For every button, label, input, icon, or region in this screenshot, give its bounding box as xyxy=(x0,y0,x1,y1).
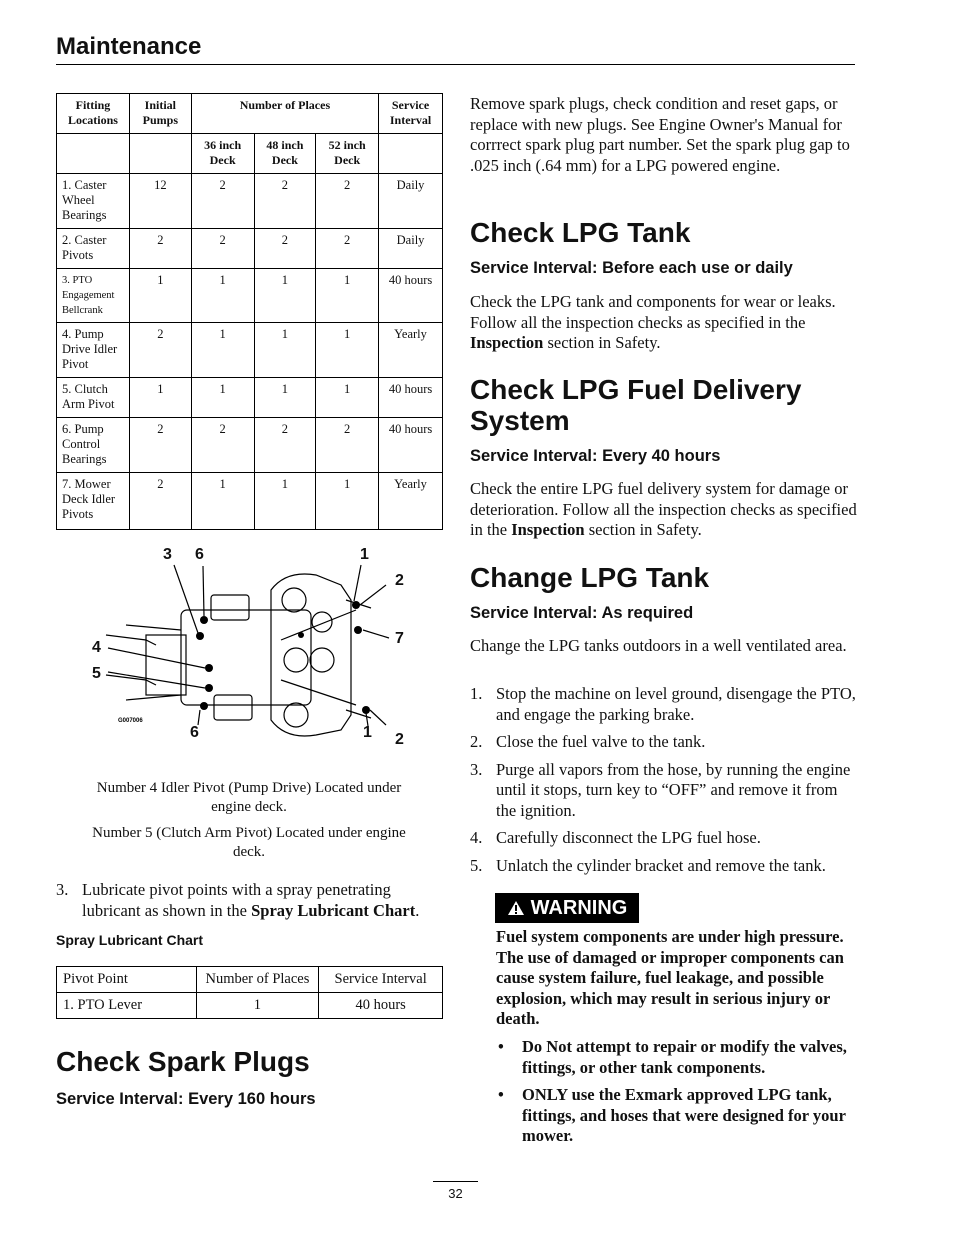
change-tank-service-interval: Service Interval: As required xyxy=(470,604,694,622)
list-item: 4. Carefully disconnect the LPG fuel hose. xyxy=(470,828,761,847)
list-item: 3. Purge all vapors from the hose, by running the engine until it stops, turn key to “OFF” and remove it from the ignition. xyxy=(470,759,851,820)
table-row: 5. Clutch Arm Pivot 1 1 1 1 40 hours xyxy=(57,378,443,418)
heading-change-lpg-tank: Change LPG Tank xyxy=(470,562,710,593)
step-3: 3. Lubricate pivot points with a spray penetrating lubricant as shown in the Spray Lubricant Chart. xyxy=(56,880,420,920)
callout-5: 5 xyxy=(92,665,101,682)
table-row: 4. Pump Drive Idler Pivot 2 1 1 1 Yearly xyxy=(57,323,443,378)
footer-rule xyxy=(433,1181,478,1182)
lubrication-diagram xyxy=(86,540,426,755)
section-title: Maintenance xyxy=(56,33,202,60)
heading-check-spark-plugs: Check Spark Plugs xyxy=(56,1046,310,1077)
figure-caption-clutch-arm: Number 5 (Clutch Arm Pivot) Located under engine deck. xyxy=(92,825,406,860)
table-row: 1. Caster Wheel Bearings 12 2 2 2 Daily xyxy=(57,174,443,229)
callout-2-bottom: 2 xyxy=(395,731,404,748)
callout-3: 3 xyxy=(163,546,172,563)
change-tank-steps xyxy=(470,684,860,883)
header-number-of-places: Number of Places xyxy=(191,94,378,134)
fitting-table xyxy=(56,93,443,530)
warning-text: Fuel system components are under high pressure. The use of damaged or improper components can cause system failure, fuel leakage, and possible explosion, which may result in serious injury or death. xyxy=(496,927,844,1028)
warning-label: WARNING xyxy=(530,896,628,919)
step-number: 3. xyxy=(56,880,69,899)
table-row: 1. PTO Lever 1 40 hours xyxy=(57,993,443,1019)
callout-1-top: 1 xyxy=(360,546,369,563)
heading-check-lpg-tank: Check LPG Tank xyxy=(470,217,691,248)
figure-caption-idler-pivot: Number 4 Idler Pivot (Pump Drive) Located under engine deck. xyxy=(96,780,402,815)
callout-4: 4 xyxy=(92,639,101,656)
list-item: 1. Stop the machine on level ground, disengage the PTO, and engage the parking brake. xyxy=(470,684,856,724)
warning-bullets xyxy=(496,1037,858,1154)
spark-service-interval: Service Interval: Every 160 hours xyxy=(56,1090,316,1108)
fuel-delivery-service-interval: Service Interval: Every 40 hours xyxy=(470,447,721,465)
warning-badge xyxy=(495,893,639,923)
heading-check-lpg-fuel-delivery: Check LPG Fuel Delivery System xyxy=(470,374,802,436)
header-52-inch-deck: 52 inch Deck xyxy=(316,134,379,174)
table-row: 7. Mower Deck Idler Pivots 2 1 1 1 Yearly xyxy=(57,473,443,530)
header-fitting-locations: Fitting Locations xyxy=(57,94,130,134)
table-header-row: Pivot Point Number of Places Service Interval xyxy=(57,967,443,993)
spray-chart-title: Spray Lubricant Chart xyxy=(56,932,204,948)
lpg-tank-service-interval: Service Interval: Before each use or daily xyxy=(470,259,793,277)
callout-1-bottom: 1 xyxy=(363,724,372,741)
list-item: • Do Not attempt to repair or modify the valves, fittings, or other tank components. xyxy=(498,1037,847,1077)
callout-6-top: 6 xyxy=(195,546,204,563)
header-service-interval: Service Interval xyxy=(379,94,443,134)
list-item: • ONLY use the Exmark approved LPG tank, fittings, and hoses that were designed for your mower. xyxy=(498,1085,846,1145)
change-tank-intro: Change the LPG tanks outdoors in a well ventilated area. xyxy=(470,636,847,655)
spray-chart-reference: Spray Lubricant Chart xyxy=(251,900,416,920)
callout-7: 7 xyxy=(395,630,404,647)
fuel-delivery-body: Check the entire LPG fuel delivery system for damage or deterioration. Follow all the inspection checks as specified in the Inspection section in Safety. xyxy=(470,479,857,539)
list-item: 5. Unlatch the cylinder bracket and remove the tank. xyxy=(470,855,826,875)
page-number: 32 xyxy=(448,1186,463,1201)
list-item: 2. Close the fuel valve to the tank. xyxy=(470,732,706,751)
callout-2-top: 2 xyxy=(395,572,404,589)
header-initial-pumps: Initial Pumps xyxy=(129,94,191,134)
figure-id: G007006 xyxy=(118,718,143,724)
callout-6-bottom: 6 xyxy=(190,724,199,741)
table-row: 6. Pump Control Bearings 2 2 2 2 40 hours xyxy=(57,418,443,473)
lpg-tank-body: Check the LPG tank and components for wear or leaks. Follow all the inspection checks as specified in the Inspection section in Safety. xyxy=(470,292,836,352)
spark-plug-instructions: Remove spark plugs, check condition and reset gaps, or replace with new plugs. See Engine Owner's Manual for corrrect spark plug part number. Set the spark plug gap to .025 inch (.64 mm) for a LPG powered engine. xyxy=(470,94,850,175)
header-48-inch-deck: 48 inch Deck xyxy=(254,134,316,174)
table-row: 2. Caster Pivots 2 2 2 2 Daily xyxy=(57,229,443,269)
spray-lubricant-table xyxy=(56,966,443,1019)
header-36-inch-deck: 36 inch Deck xyxy=(191,134,254,174)
header-rule xyxy=(56,64,855,65)
mower-illustration xyxy=(86,540,426,755)
table-row: 3. PTO Engagement Bellcrank 1 1 1 1 40 hours xyxy=(57,269,443,323)
warning-triangle-icon xyxy=(507,900,525,916)
